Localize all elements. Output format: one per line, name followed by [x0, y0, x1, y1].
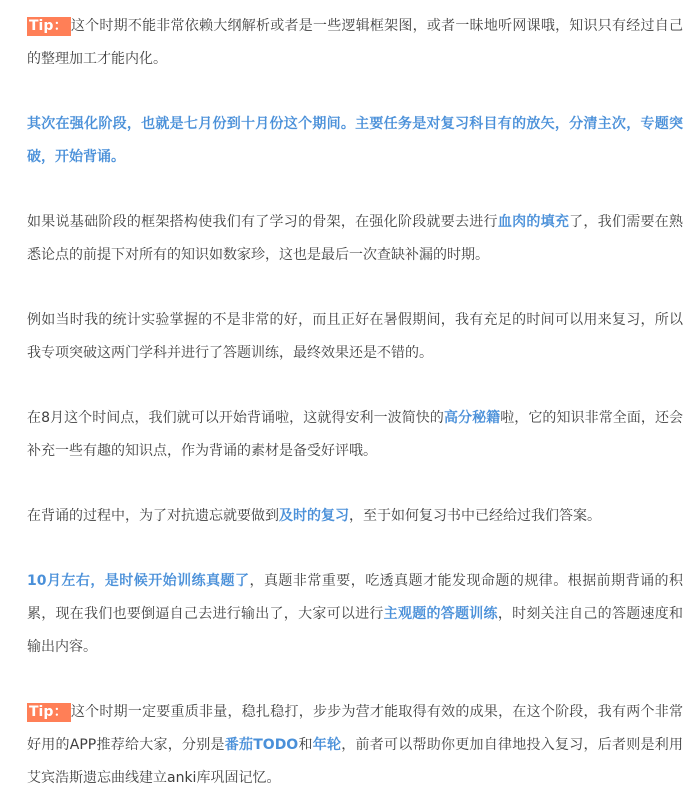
- paragraph-text: ，至于如何复习书中已经给过我们答案。: [349, 508, 601, 524]
- paragraph-text: ，前者可以帮助你更加自律地投入复习，后者则是利用艾宾浩斯遗忘曲线建立anki库巩固记忆。: [27, 737, 684, 786]
- app-name-nianlun[interactable]: 年轮: [312, 737, 342, 753]
- paragraph-example: [27, 304, 683, 370]
- paragraph-august: [27, 402, 683, 468]
- paragraph-text: ，真题非常重要，吃透真题才能发现命题的规律。根据前期背诵的积累，现在我们也要倒逼自己去进行输出了，大家可以进行: [27, 573, 684, 622]
- paragraph-text: 例如当时我的统计实验掌握的不是非常的好，而且正好在暑假期间，我有充足的时间可以用来复习，所以我专项突破这两门学科并进行了答题训练，最终效果还是不错的。: [27, 312, 683, 361]
- highlight-link[interactable]: 高分秘籍: [443, 410, 501, 426]
- tip-badge: Tip：: [27, 703, 71, 722]
- paragraph-text: 了，我们需要在熟悉论点的前提下对所有的知识如数家珍，这也是最后一次查缺补漏的时期。: [27, 214, 684, 263]
- paragraph-text: 这个时期一定要重质非量，稳扎稳打，步步为营才能取得有效的成果，在这个阶段，我有两个非常好用的APP推荐给大家，分别是: [27, 704, 683, 753]
- app-name-tomato-todo[interactable]: 番茄TODO: [224, 737, 299, 753]
- paragraph-tip-2: [27, 696, 683, 795]
- paragraph-text: 在背诵的过程中，为了对抗遗忘就要做到: [27, 508, 279, 524]
- paragraph-text: 这个时期不能非常依赖大纲解析或者是一些逻辑框架图，或者一昧地听网课哦，知识只有经过自己的整理加工才能内化。: [27, 18, 683, 67]
- paragraph-text: 如果说基础阶段的框架搭构使我们有了学习的骨架，在强化阶段就要去进行: [27, 214, 498, 230]
- paragraph-tip-1: [27, 10, 683, 76]
- paragraph-october: [27, 565, 683, 664]
- highlight-text: 及时的复习: [279, 508, 349, 524]
- paragraph-framework: [27, 206, 683, 272]
- tip-badge: Tip：: [27, 17, 71, 36]
- paragraph-review: [27, 500, 683, 533]
- paragraph-text: 和: [298, 737, 313, 753]
- highlight-text: 血肉的填充: [497, 214, 570, 230]
- highlight-text: 10月左右，是时候开始训练真题了: [27, 573, 250, 589]
- paragraph-text: 啦，它的知识非常全面，还会补充一些有趣的知识点，作为背诵的素材是备受好评哦。: [27, 410, 684, 459]
- highlight-text: 主观题的答题训练: [383, 606, 498, 622]
- paragraph-text: ，时刻关注自己的答题速度和输出内容。: [27, 606, 684, 655]
- paragraph-strengthening-stage: [27, 108, 683, 174]
- paragraph-text: 在8月这个时间点，我们就可以开始背诵啦，这就得安利一波简快的: [27, 410, 444, 426]
- paragraph-text: 其次在强化阶段，也就是七月份到十月份这个期间。主要任务是对复习科目有的放矢，分清主次，专题突破，开始背诵。: [27, 116, 683, 165]
